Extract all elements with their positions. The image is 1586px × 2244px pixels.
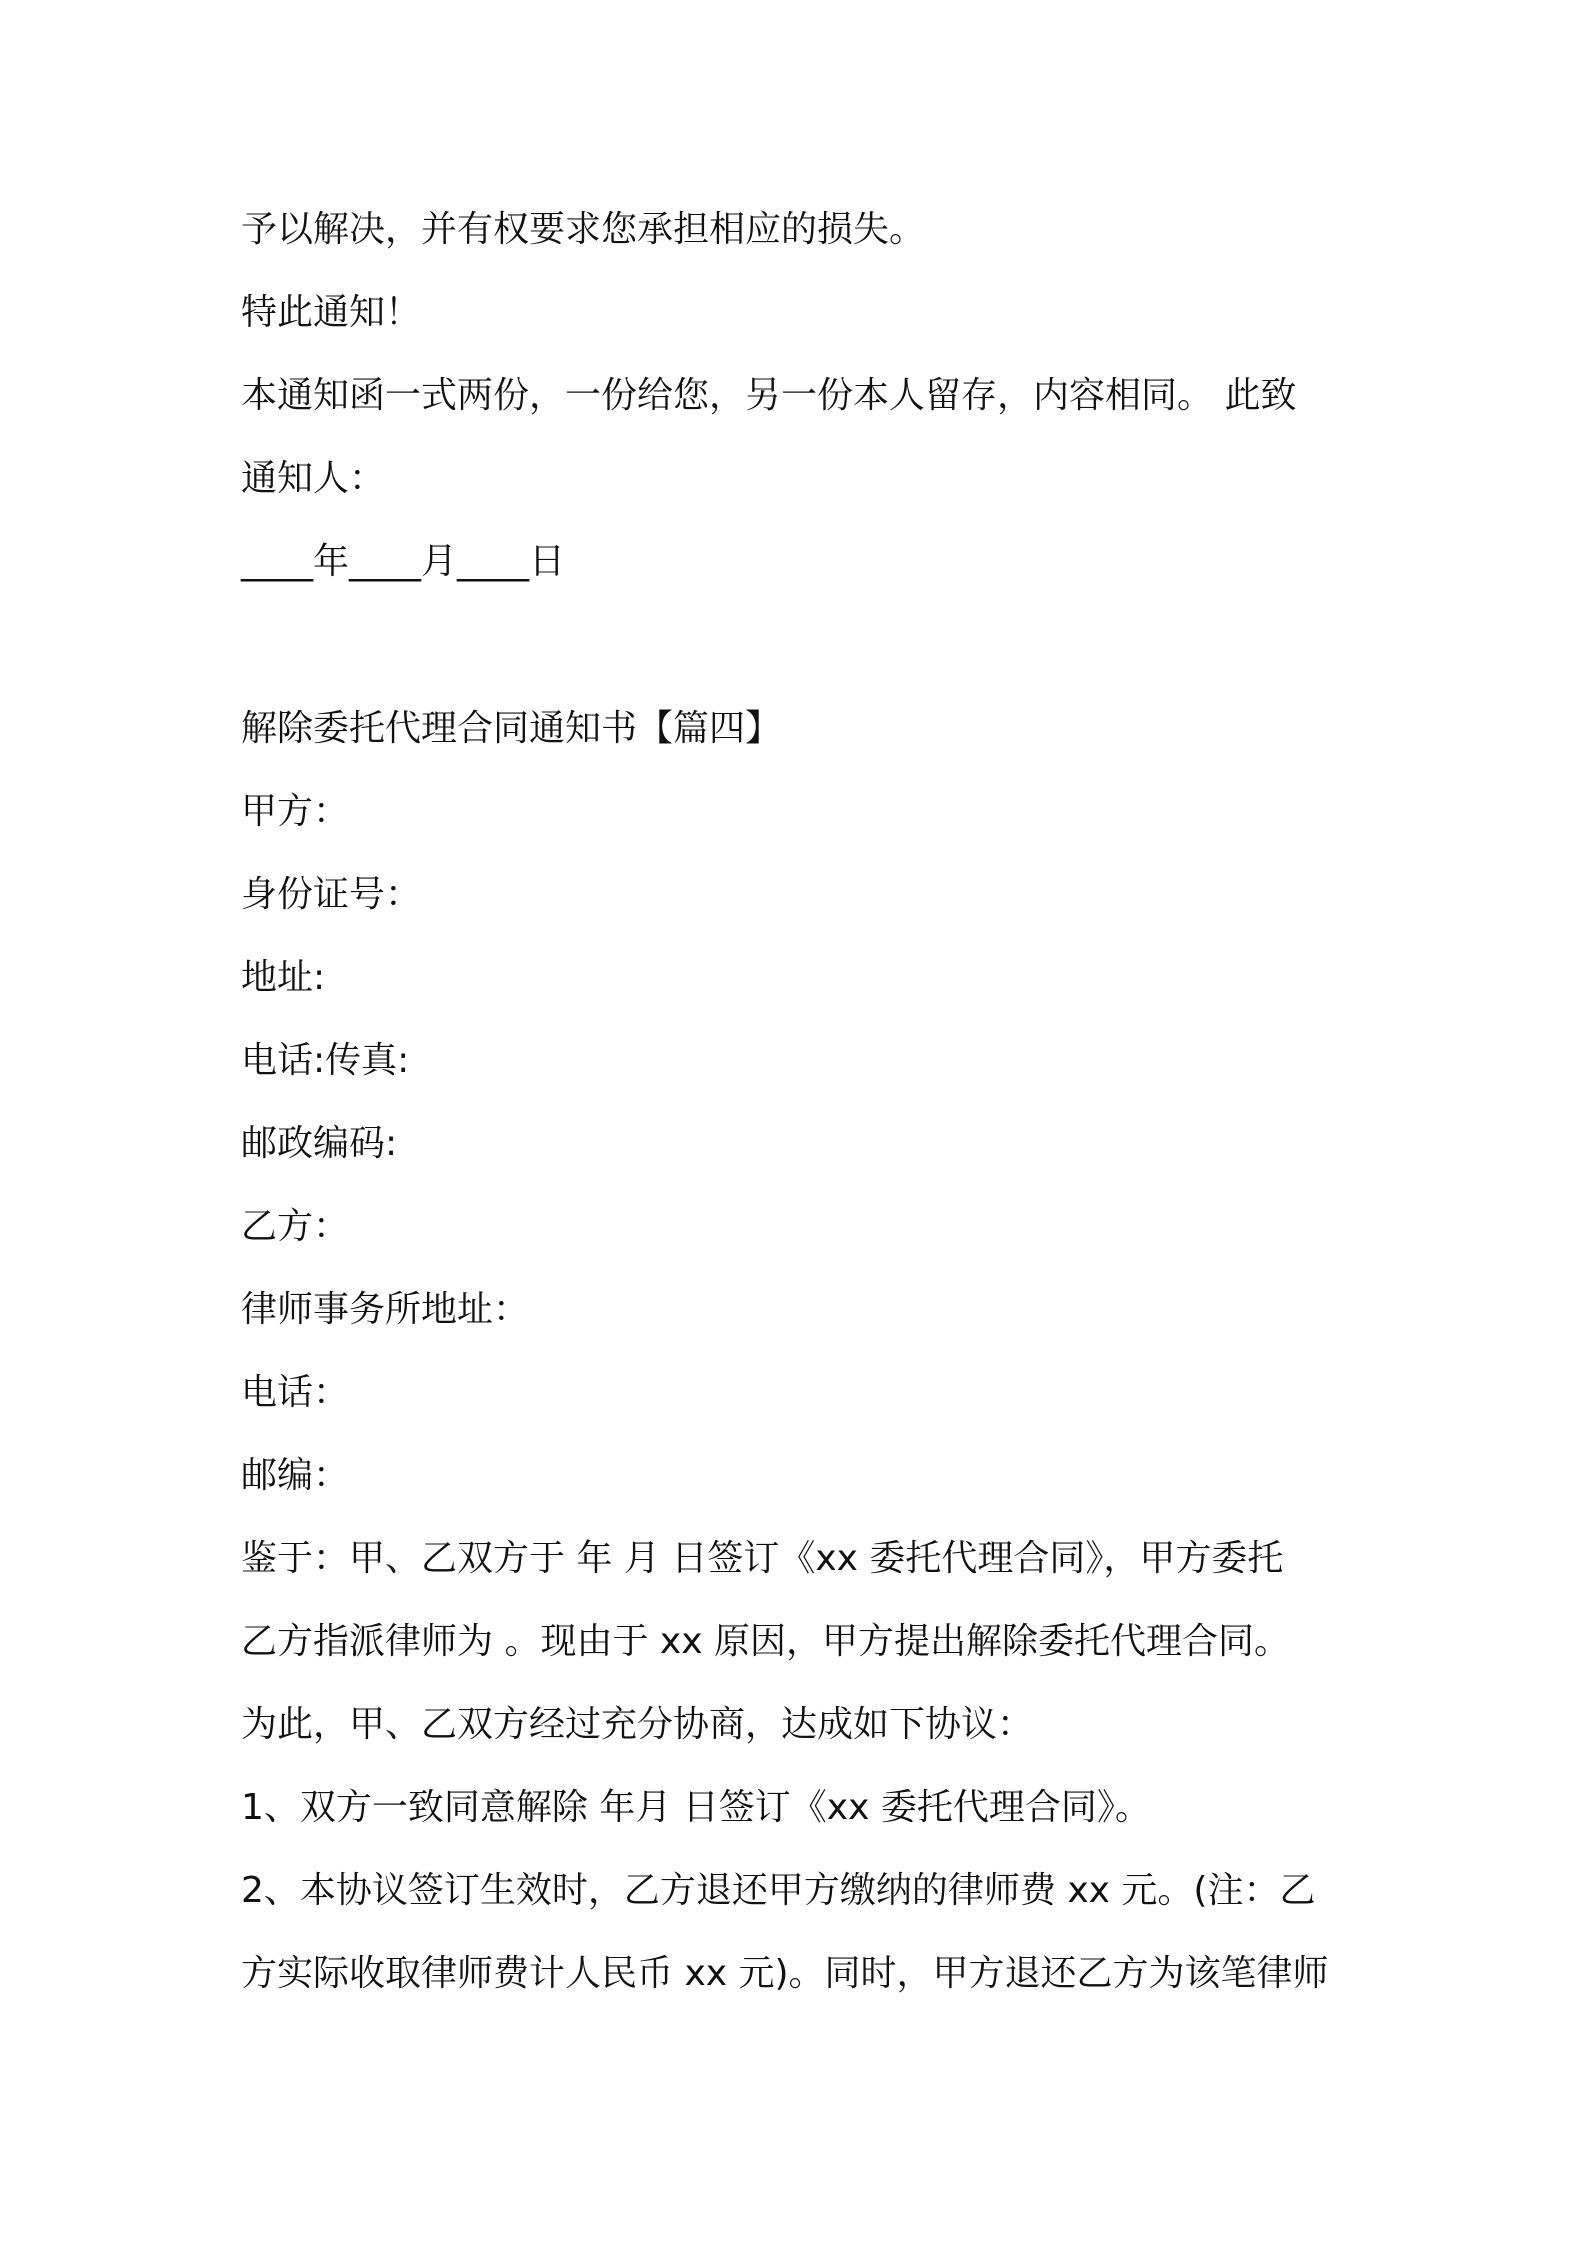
field-law-firm-address: 律师事务所地址： <box>241 1289 530 1330</box>
field-postal-code: 邮政编码: <box>241 1123 398 1164</box>
clause-1: 1、双方一致同意解除 年月 日签订《xx 委托代理合同》。 <box>241 1787 1151 1828</box>
field-party-a: 甲方： <box>241 791 350 832</box>
clause-2: 2、本协议签订生效时，乙方退还甲方缴纳的律师费 xx 元。(注：乙 <box>241 1870 1316 1911</box>
field-id-number: 身份证号： <box>241 874 422 915</box>
field-zip: 邮编： <box>241 1455 350 1496</box>
field-address: 地址: <box>241 957 326 998</box>
text-line-date-blanks: ____年____月____日 <box>241 541 566 582</box>
section-title: 解除委托代理合同通知书【篇四】 <box>241 708 782 749</box>
field-phone: 电话： <box>241 1372 350 1413</box>
text-line-copies: 本通知函一式两份，一份给您，另一份本人留存，内容相同。 此致 <box>241 375 1297 416</box>
text-line-lawyer-assigned: 乙方指派律师为 。现由于 xx 原因，甲方提出解除委托代理合同。 <box>241 1621 1290 1662</box>
clause-2-continued: 方实际收取律师费计人民币 xx 元)。同时，甲方退还乙方为该笔律师 <box>241 1953 1329 1994</box>
text-line-agreement-intro: 为此，甲、乙双方经过充分协商，达成如下协议： <box>241 1704 1034 1745</box>
text-line-resolve-losses: 予以解决，并有权要求您承担相应的损失。 <box>241 209 926 250</box>
text-line-notifier: 通知人： <box>241 458 386 499</box>
text-line-hereby-notice: 特此通知！ <box>241 292 422 333</box>
field-phone-fax: 电话:传真: <box>241 1040 410 1081</box>
text-line-whereas: 鉴于：甲、乙双方于 年 月 日签订《xx 委托代理合同》，甲方委托 <box>241 1538 1284 1579</box>
field-party-b: 乙方： <box>241 1206 350 1247</box>
